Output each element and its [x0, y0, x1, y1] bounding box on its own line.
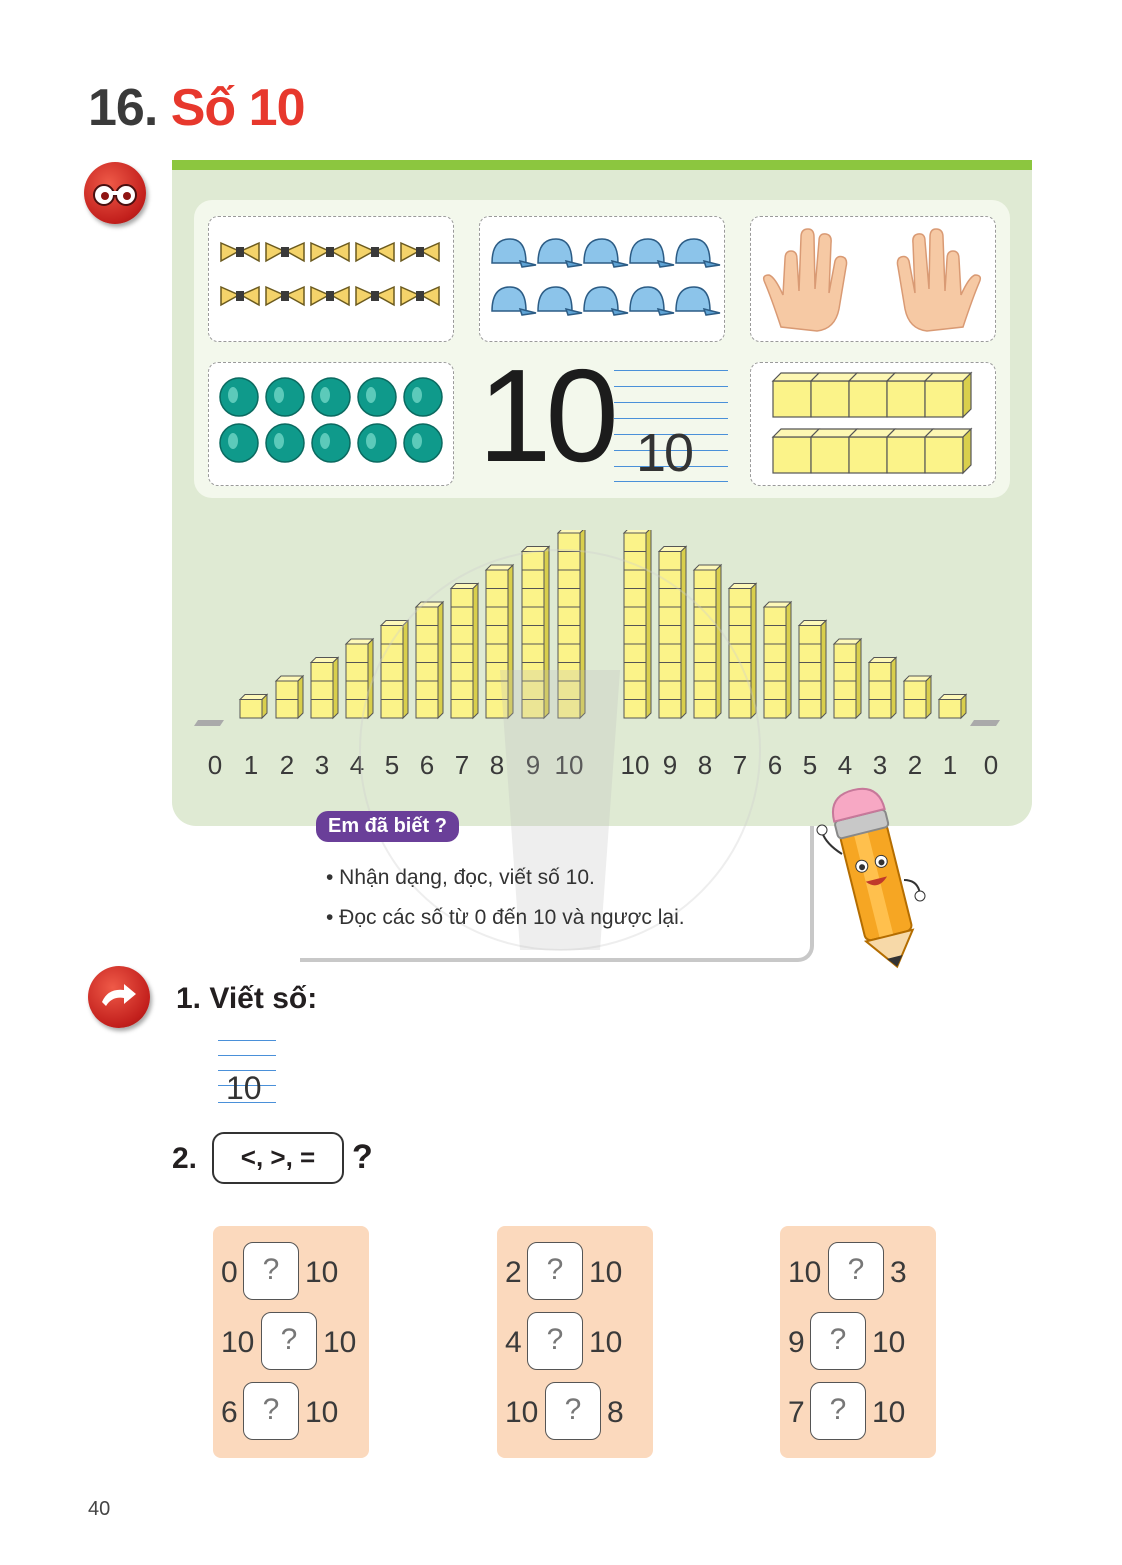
writing-lines — [614, 370, 728, 482]
bow-tie-icon — [221, 287, 259, 305]
axis-label-right: 10 — [620, 750, 650, 780]
axis-label-left: 4 — [349, 750, 365, 780]
tower-right-9 — [939, 695, 966, 719]
cap-icon — [630, 239, 674, 267]
cap-icon — [676, 287, 720, 315]
axis-label-left: 10 — [554, 750, 584, 780]
axis-label-right: 9 — [662, 750, 678, 780]
bows-box — [208, 216, 454, 342]
comparison-row — [497, 1382, 653, 1442]
left-number: 10 — [788, 1256, 822, 1289]
ball-icon — [312, 424, 350, 462]
knowledge-point-1: • Nhận dạng, đọc, viết số 10. — [326, 866, 595, 889]
left-number: 10 — [221, 1326, 255, 1359]
right-number: 10 — [589, 1256, 623, 1289]
axis-label-left: 0 — [207, 750, 223, 780]
axis-label-right: 8 — [697, 750, 713, 780]
axis-label-left: 9 — [525, 750, 541, 780]
axis-label-left: 7 — [454, 750, 470, 780]
bow-tie-icon — [266, 287, 304, 305]
right-number: 8 — [607, 1396, 624, 1429]
hands-icon — [751, 217, 994, 339]
axis-label-right: 4 — [837, 750, 853, 780]
page-title — [88, 78, 304, 138]
comparison-row — [213, 1312, 369, 1372]
cap-icon — [492, 287, 536, 315]
ball-icon — [266, 378, 304, 416]
knowledge-box — [300, 826, 814, 962]
pencil-mascot-icon — [812, 784, 932, 970]
axis-label-right: 2 — [907, 750, 923, 780]
left-number: 9 — [788, 1326, 805, 1359]
axis-label-right: 5 — [802, 750, 818, 780]
tower-right-10 — [970, 720, 1000, 726]
cube-rods-box — [750, 362, 996, 486]
axis-label-right: 0 — [983, 750, 999, 780]
answer-box[interactable]: ? — [545, 1382, 601, 1440]
ball-icon — [404, 378, 442, 416]
axis-label-left: 3 — [314, 750, 330, 780]
comparison-card-2 — [497, 1226, 653, 1458]
cap-icon — [584, 287, 628, 315]
tower-left-2 — [276, 676, 303, 718]
ball-icon — [358, 424, 396, 462]
bow-tie-icon — [311, 287, 349, 305]
tower-left-0 — [194, 720, 224, 726]
bow-tie-icon — [401, 287, 439, 305]
left-number: 2 — [505, 1256, 522, 1289]
right-number: 3 — [890, 1256, 907, 1289]
cap-group — [480, 217, 723, 339]
ball-icon — [220, 378, 258, 416]
cap-icon — [676, 239, 720, 267]
ball-icon — [266, 424, 304, 462]
exercise-1-sample: 10 — [226, 1070, 262, 1106]
balls-box — [208, 362, 454, 486]
answer-box[interactable]: ? — [527, 1312, 583, 1370]
comparison-row — [780, 1382, 936, 1442]
lesson-title: Số 10 — [170, 79, 305, 137]
answer-box[interactable]: ? — [810, 1312, 866, 1370]
cap-icon — [538, 239, 582, 267]
ball-group — [209, 363, 452, 483]
answer-box[interactable]: ? — [828, 1242, 884, 1300]
answer-box[interactable]: ? — [243, 1382, 299, 1440]
bow-tie-icon — [266, 243, 304, 261]
axis-label-left: 2 — [279, 750, 295, 780]
cube-rod-group — [751, 363, 994, 483]
exercise-2-number: 2. — [172, 1142, 198, 1175]
bow-tie-group — [209, 217, 452, 339]
cap-icon — [492, 239, 536, 267]
tower-right-8 — [904, 676, 931, 718]
bow-tie-icon — [401, 243, 439, 261]
exercise-2-question-mark: ? — [352, 1138, 373, 1176]
cap-icon — [630, 287, 674, 315]
practice-icon — [88, 966, 150, 1028]
ball-icon — [358, 378, 396, 416]
lesson-number: 16. — [88, 79, 158, 137]
axis-label-right: 7 — [732, 750, 748, 780]
handwriting-sample: 10 — [636, 423, 693, 483]
answer-box[interactable]: ? — [261, 1312, 317, 1370]
right-number: 10 — [305, 1396, 339, 1429]
left-number: 10 — [505, 1396, 539, 1429]
tower-right-6 — [834, 639, 861, 718]
left-number: 4 — [505, 1326, 522, 1359]
answer-box[interactable]: ? — [810, 1382, 866, 1440]
answer-box[interactable]: ? — [527, 1242, 583, 1300]
axis-label-right: 6 — [767, 750, 783, 780]
exercise-1-number: 1. — [176, 982, 202, 1015]
ball-icon — [404, 424, 442, 462]
tower-right-7 — [869, 658, 896, 719]
axis-label-left: 1 — [243, 750, 259, 780]
left-number: 7 — [788, 1396, 805, 1429]
knowledge-point-2: • Đọc các số từ 0 đến 10 và ngược lại. — [326, 906, 685, 929]
exercise-1-label: Viết số: — [209, 982, 318, 1015]
knowledge-badge: Em đã biết ? — [316, 811, 459, 842]
hands-box — [750, 216, 996, 342]
comparison-signs: <, >, = — [212, 1132, 344, 1184]
cap-icon — [538, 287, 582, 315]
cap-icon — [584, 239, 628, 267]
comparison-row — [213, 1382, 369, 1442]
bow-tie-icon — [221, 243, 259, 261]
left-number: 0 — [221, 1256, 238, 1289]
exercise-1-title — [176, 982, 317, 1016]
comparison-row — [497, 1312, 653, 1372]
axis-label-left: 8 — [489, 750, 505, 780]
bow-tie-icon — [311, 243, 349, 261]
comparison-card-3 — [780, 1226, 936, 1458]
answer-box[interactable]: ? — [243, 1242, 299, 1300]
axis-label-right: 3 — [872, 750, 888, 780]
comparison-row — [780, 1312, 936, 1372]
ball-icon — [220, 424, 258, 462]
axis-label-right: 1 — [942, 750, 958, 780]
bow-tie-icon — [356, 287, 394, 305]
exercise-1-writing-lines — [218, 1040, 276, 1104]
big-number-10: 10 — [478, 342, 613, 489]
page-number: 40 — [88, 1498, 111, 1520]
observe-icon — [84, 162, 146, 224]
right-number: 10 — [305, 1256, 339, 1289]
comparison-card-1 — [213, 1226, 369, 1458]
tower-left-1 — [240, 695, 267, 719]
right-number: 10 — [589, 1326, 623, 1359]
caps-box — [479, 216, 725, 342]
right-number: 10 — [323, 1326, 357, 1359]
comparison-row — [780, 1242, 936, 1302]
axis-label-left: 6 — [419, 750, 435, 780]
axis-label-left: 5 — [384, 750, 400, 780]
comparison-row — [497, 1242, 653, 1302]
bow-tie-icon — [356, 243, 394, 261]
ball-icon — [312, 378, 350, 416]
comparison-row — [213, 1242, 369, 1302]
right-number: 10 — [872, 1326, 906, 1359]
right-number: 10 — [872, 1396, 906, 1429]
left-number: 6 — [221, 1396, 238, 1429]
